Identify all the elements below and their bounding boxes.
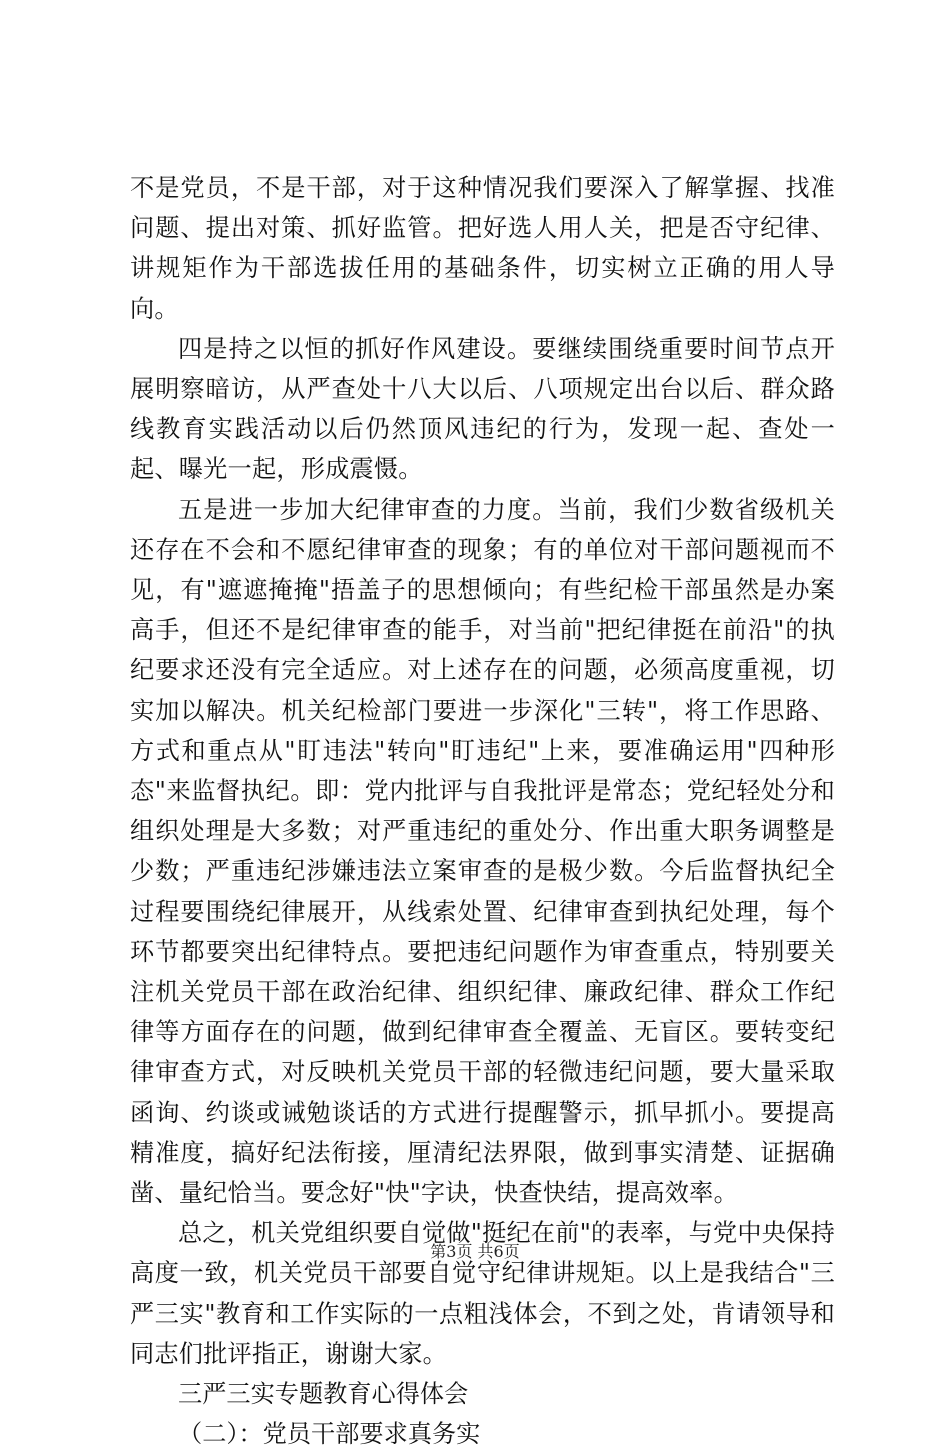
paragraph-1: 不是党员，不是干部，对于这种情况我们要深入了解掌握、找准问题、提出对策、抓好监管。把好选人用人关，把是否守纪律、讲规矩作为干部选拔任用的基础条件，切实树立正确的用人导向。 bbox=[130, 174, 835, 323]
paragraph-2: 四是持之以恒的抓好作风建设。要继续围绕重要时间节点开展明察暗访，从严查处十八大以后、八项规定出台以后、群众路线教育实践活动以后仍然顶风违纪的行为，发现一起、查处一起、曝光一起，形成震慑。 bbox=[130, 334, 835, 484]
paragraph-3: 五是进一步加大纪律审查的力度。当前，我们少数省级机关还存在不会和不愿纪律审查的现象；有的单位对干部问题视而不见，有"遮遮掩掩"捂盖子的思想倾向；有些纪检干部虽然是办案高手，但还不是纪律审查的能手，对当前"把纪律挺在前沿"的执纪要求还没有完全适应。对上述存在的问题，必须高度重视，切实加以解决。机关纪检部门要进一步深化"三转"，将工作思路、方式和重点从"盯违法"转向"盯违纪"上来，要准确运用"四种形态"来监督执纪。即：党内批评与自我批评是常态；党纪轻处分和组织处理是大多数；对严重违纪的重处分、作出重大职务调整是少数；严重违纪涉嫌违法立案审查的是极少数。今后监督执纪全过程要围绕纪律展开，从线索处置、纪律审查到执纪处理，每个环节都要突出纪律特点。要把违纪问题作为审查重点，特别要关注机关党员干部在政治纪律、组织纪律、廉政纪律、群众工作纪律等方面存在的问题，做到纪律审查全覆盖、无盲区。要转变纪律审查方式，对反映机关党员干部的轻微违纪问题，要大量采取函询、约谈或诫勉谈话的方式进行提醒警示，抓早抓小。要提高精准度，搞好纪法衔接，厘清纪法界限，做到事实清楚、证据确凿、量纪恰当。要念好"快"字诀，快查快结，提高效率。 bbox=[130, 495, 835, 1208]
page-number: 第3页 共6页 bbox=[430, 1242, 520, 1261]
paragraph-4: 总之，机关党组织要自觉做"挺纪在前"的表率，与党中央保持高度一致，机关党员干部要自觉守纪律讲规矩。以上是我结合"三严三实"教育和工作实际的一点粗浅体会，不到之处，肯请领导和同志们批评指正，谢谢大家。 bbox=[130, 1219, 835, 1368]
section-subtitle: （二）：党员干部要求真务实 bbox=[178, 1420, 481, 1449]
section-title: 三严三实专题教育心得体会 bbox=[178, 1380, 469, 1409]
